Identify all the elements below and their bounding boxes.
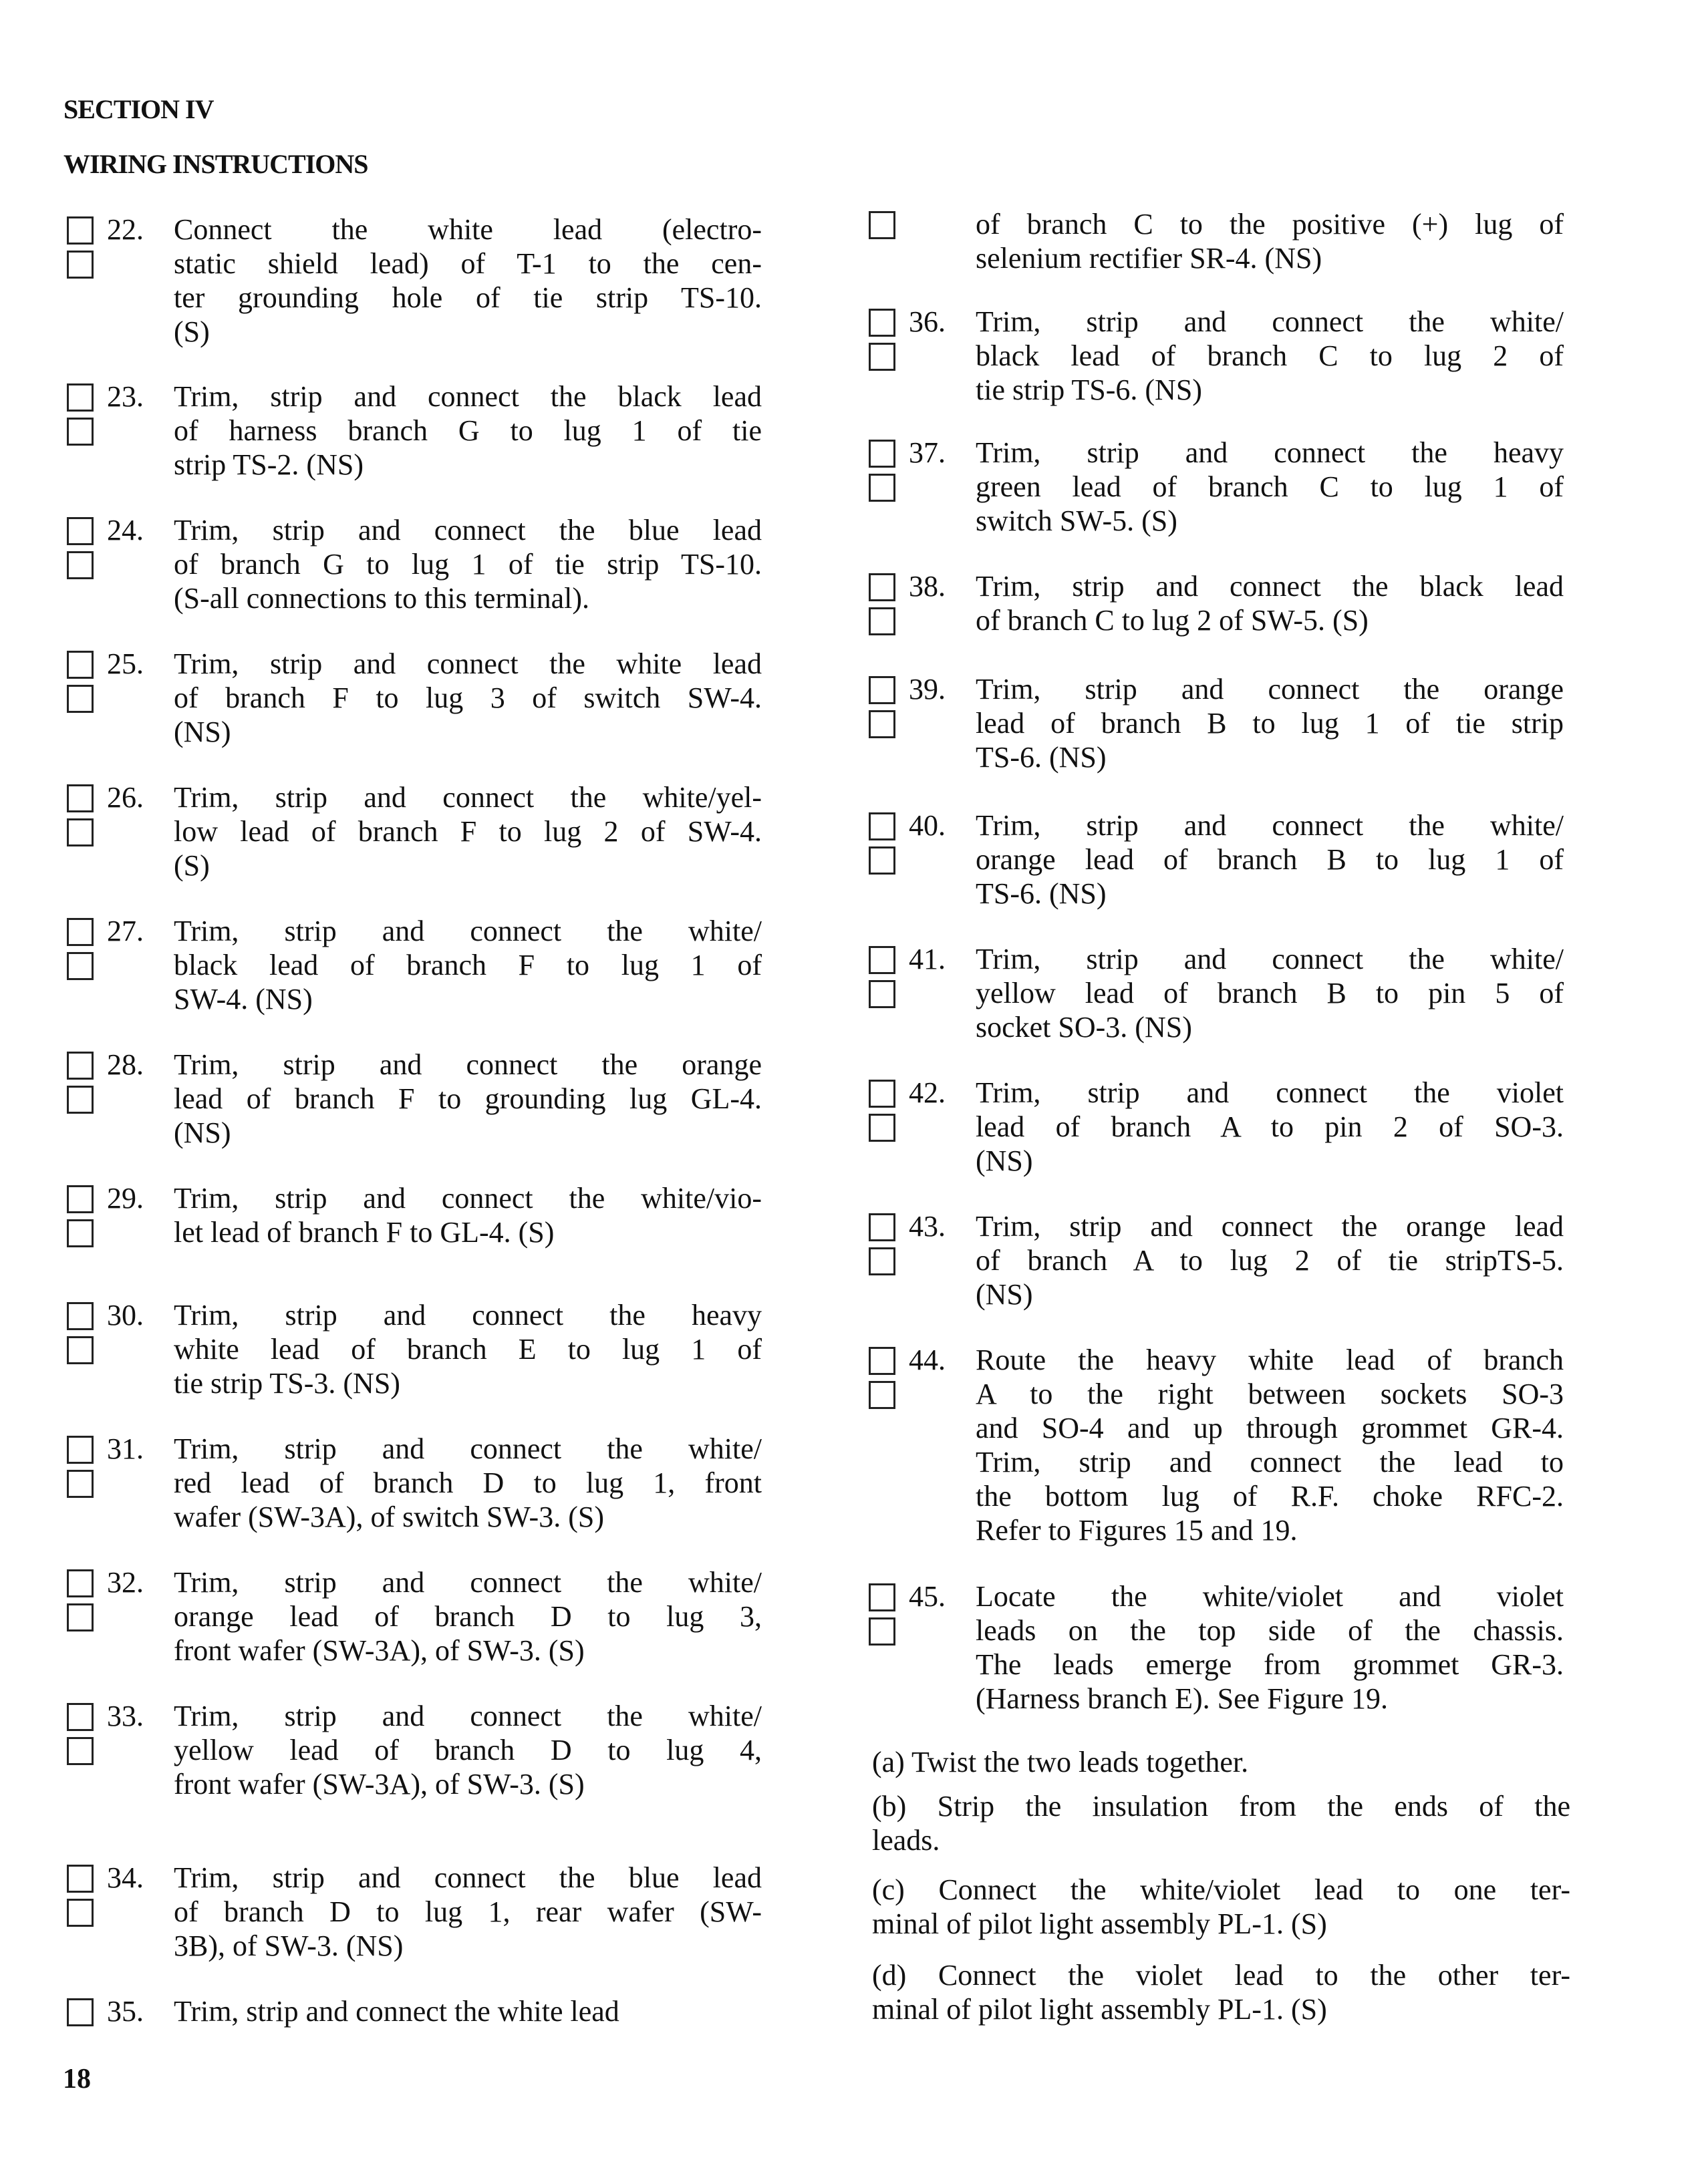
step-text-line: SW-4. (NS) [174,983,313,1016]
checkbox[interactable] [67,517,94,545]
step-text-line: leads on the top side of the chassis. [976,1614,1564,1647]
step-text-line: Trim, strip and connect the orange lead [976,1210,1564,1243]
step-number: 36. [909,305,946,338]
checkbox[interactable] [869,710,895,738]
step-text-line: front wafer (SW-3A), of SW-3. (S) [174,1768,585,1801]
step-number: 26. [107,781,144,814]
step-text-line: Trim, strip and connect the white/yel- [174,781,762,814]
checkbox[interactable] [869,1080,895,1108]
step-text-line: Trim, strip and connect the blue lead [174,1861,762,1894]
step-text-line: Trim, strip and connect the lead to [976,1446,1564,1478]
step-text-line: orange lead of branch B to lug 1 of [976,843,1564,876]
checkbox[interactable] [67,1185,94,1213]
substep [872,1745,1570,1779]
substep [872,1873,1570,1941]
step-text-line: Trim, strip and connect the black lead [976,570,1564,603]
checkbox[interactable] [869,1247,895,1275]
instruction-step [869,305,1604,438]
step-number: 44. [909,1344,946,1376]
step-text-line: Trim, strip and connect the orange [976,673,1564,706]
checkbox[interactable] [67,651,94,679]
checkbox[interactable] [67,1865,94,1893]
step-number: 28. [107,1048,144,1081]
step-text-line: Trim, strip and connect the violet [976,1076,1564,1109]
step-text-line: (NS) [976,1144,1033,1177]
step-text-line: socket SO-3. (NS) [976,1011,1192,1044]
substep [872,1789,1570,1857]
checkbox[interactable] [67,551,94,579]
step-text-line: Trim, strip and connect the white/vio- [174,1182,762,1215]
checkbox[interactable] [67,1302,94,1330]
substep-text-line: (c) Connect the white/violet lead to one ter- [872,1873,1570,1906]
step-number: 25. [107,647,144,680]
step-number: 35. [107,1995,144,2028]
step-text-line: black lead of branch C to lug 2 of [976,339,1564,372]
checkbox[interactable] [67,1086,94,1114]
step-text-line: (S) [174,315,210,348]
instruction-step [869,1209,1604,1343]
checkbox[interactable] [67,918,94,946]
step-text-line: and SO-4 and up through grommet GR-4. [976,1412,1564,1444]
checkbox[interactable] [67,1998,94,2026]
step-text-line: of branch A to lug 2 of tie stripTS-5. [976,1244,1564,1277]
checkbox[interactable] [67,818,94,846]
checkbox[interactable] [869,676,895,704]
instruction-step [67,1861,855,1994]
instruction-step [869,942,1604,1076]
checkbox[interactable] [67,1470,94,1498]
step-text-line: Trim, strip and connect the orange [174,1048,762,1081]
step-text-line: green lead of branch C to lug 1 of [976,470,1564,503]
page-title: WIRING INSTRUCTIONS [63,149,368,179]
step-text-line: of branch F to lug 3 of switch SW-4. [174,681,762,714]
checkbox[interactable] [869,1114,895,1142]
step-text-line: low lead of branch F to lug 2 of SW-4. [174,815,762,848]
step-text-line: Trim, strip and connect the heavy [174,1299,762,1332]
step-text-line: Trim, strip and connect the white/ [174,1432,762,1465]
step-text-line: switch SW-5. (S) [976,504,1177,537]
step-number: 37. [909,436,946,469]
instruction-step [869,808,1604,942]
step-text-line: Trim, strip and connect the white/ [976,809,1564,842]
substep-text-line: minal of pilot light assembly PL-1. (S) [872,1993,1327,2026]
instruction-step [67,513,855,647]
checkbox[interactable] [869,980,895,1008]
instruction-step [67,1048,855,1181]
step-text-line: A to the right between sockets SO-3 [976,1378,1564,1410]
step-text-line: tie strip TS-6. (NS) [976,373,1202,406]
step-number: 22. [107,213,144,246]
instruction-step [67,1699,855,1833]
step-number: 33. [107,1700,144,1732]
step-text-line: yellow lead of branch B to pin 5 of [976,977,1564,1009]
step-text-line: Route the heavy white lead of branch [976,1344,1564,1376]
step-text-line: of branch G to lug 1 of tie strip TS-10. [174,548,762,581]
checkbox[interactable] [67,1737,94,1765]
instruction-step [67,780,855,914]
step-text-line: Refer to Figures 15 and 19. [976,1514,1298,1547]
step-text-line: tie strip TS-3. (NS) [174,1367,400,1400]
checkbox[interactable] [67,784,94,812]
checkbox[interactable] [869,1617,895,1646]
step-text-line: Trim, strip and connect the white/ [976,305,1564,338]
step-text-line: (NS) [976,1278,1033,1311]
substep-text-line: minal of pilot light assembly PL-1. (S) [872,1907,1327,1940]
instruction-step [67,1432,855,1565]
checkbox[interactable] [869,343,895,371]
checkbox[interactable] [869,309,895,337]
step-text-line: yellow lead of branch D to lug 4, [174,1734,762,1766]
checkbox[interactable] [869,607,895,635]
step-number: 40. [909,809,946,842]
checkbox[interactable] [67,418,94,446]
checkbox[interactable] [869,440,895,468]
step-text-line: selenium rectifier SR-4. (NS) [976,242,1322,275]
step-text-line: strip TS-2. (NS) [174,448,364,481]
step-text-line: (NS) [174,1116,231,1149]
checkbox[interactable] [869,1583,895,1611]
step-text-line: Trim, strip and connect the heavy [976,436,1564,469]
step-text-line: Trim, strip and connect the white/ [174,915,762,947]
step-text-line: lead of branch F to grounding lug GL-4. [174,1082,762,1115]
step-text-line: Trim, strip and connect the white lead [174,647,762,680]
step-text-line: let lead of branch F to GL-4. (S) [174,1216,555,1249]
checkbox[interactable] [67,251,94,279]
step-text-line: Trim, strip and connect the white lead [174,1995,619,2028]
checkbox[interactable] [67,1336,94,1364]
step-number: 41. [909,943,946,975]
step-text-line: of harness branch G to lug 1 of tie [174,414,762,447]
instruction-step [869,672,1604,806]
step-text-line: Trim, strip and connect the black lead [174,380,762,413]
step-number: 43. [909,1210,946,1243]
instruction-step [869,436,1604,569]
checkbox[interactable] [869,573,895,601]
step-text-line: 3B), of SW-3. (NS) [174,1929,404,1962]
step-text-line: front wafer (SW-3A), of SW-3. (S) [174,1634,585,1667]
step-text-line: TS-6. (NS) [976,741,1107,774]
checkbox[interactable] [67,1899,94,1927]
checkbox[interactable] [869,1347,895,1375]
step-number: 24. [107,514,144,547]
step-text-line: red lead of branch D to lug 1, front [174,1466,762,1499]
checkbox[interactable] [67,1603,94,1631]
step-number: 30. [107,1299,144,1332]
substep-text-line: (a) Twist the two leads together. [872,1746,1249,1778]
checkbox[interactable] [67,1052,94,1080]
checkbox[interactable] [869,812,895,840]
instruction-step [67,212,855,346]
instruction-step [67,914,855,1048]
step-number: 32. [107,1566,144,1599]
step-text-line: Locate the white/violet and violet [976,1580,1564,1613]
checkbox[interactable] [67,1569,94,1597]
step-text-line: lead of branch B to lug 1 of tie strip [976,707,1564,740]
step-number: 34. [107,1861,144,1894]
checkbox[interactable] [869,211,895,239]
step-text-line: Trim, strip and connect the white/ [976,943,1564,975]
substep-text-line: leads. [872,1824,940,1857]
step-text-line: ter grounding hole of tie strip TS-10. [174,281,762,314]
checkbox[interactable] [67,952,94,980]
instruction-step [869,1343,1604,1547]
section-heading: SECTION IV [63,94,214,124]
step-text-line: lead of branch A to pin 2 of SO-3. [976,1110,1564,1143]
step-text-line: black lead of branch F to lug 1 of [174,949,762,981]
step-text-line: Trim, strip and connect the blue lead [174,514,762,547]
step-text-line: of branch C to the positive (+) lug of [976,208,1564,241]
step-text-line: (NS) [174,716,231,748]
step-number: 38. [909,570,946,603]
instruction-step [869,1076,1604,1209]
checkbox[interactable] [869,1381,895,1409]
step-number: 27. [107,915,144,947]
step-text-line: Trim, strip and connect the white/ [174,1700,762,1732]
step-number: 45. [909,1580,946,1613]
step-text-line: The leads emerge from grommet GR-3. [976,1648,1564,1681]
instruction-step [67,1565,855,1699]
instruction-step [67,1298,855,1432]
step-text-line: TS-6. (NS) [976,877,1107,910]
checkbox[interactable] [67,383,94,412]
step-text-line: of branch C to lug 2 of SW-5. (S) [976,604,1369,637]
checkbox[interactable] [869,846,895,875]
step-number: 31. [107,1432,144,1465]
checkbox[interactable] [67,1436,94,1464]
step-text-line: Connect the white lead (electro- [174,213,762,246]
step-text-line: Trim, strip and connect the white/ [174,1566,762,1599]
step-text-line: (S) [174,849,210,882]
step-number: 42. [909,1076,946,1109]
substep [872,1958,1570,2026]
checkbox[interactable] [869,946,895,974]
instruction-step [67,379,855,513]
step-text-line: the bottom lug of R.F. choke RFC-2. [976,1480,1564,1513]
substep-text-line: (b) Strip the insulation from the ends of the [872,1790,1570,1823]
checkbox[interactable] [67,685,94,713]
step-text-line: wafer (SW-3A), of switch SW-3. (S) [174,1501,604,1533]
step-number: 29. [107,1182,144,1215]
instruction-step [67,647,855,780]
checkbox[interactable] [67,216,94,245]
instruction-step [67,1994,855,2128]
checkbox[interactable] [869,474,895,502]
checkbox[interactable] [67,1219,94,1247]
step-number: 23. [107,380,144,413]
checkbox[interactable] [869,1213,895,1241]
instruction-step [869,1579,1604,1713]
step-text-line: static shield lead) of T-1 to the cen- [174,247,762,280]
step-number: 39. [909,673,946,706]
step-text-line: (S-all connections to this terminal). [174,582,589,615]
substep-text-line: (d) Connect the violet lead to the other ter- [872,1959,1570,1992]
instruction-step [67,1181,855,1315]
step-text-line: (Harness branch E). See Figure 19. [976,1682,1389,1715]
page-number: 18 [63,2064,91,2094]
step-text-line: white lead of branch E to lug 1 of [174,1333,762,1366]
checkbox[interactable] [67,1703,94,1731]
step-text-line: orange lead of branch D to lug 3, [174,1600,762,1633]
step-text-line: of branch D to lug 1, rear wafer (SW- [174,1895,762,1928]
